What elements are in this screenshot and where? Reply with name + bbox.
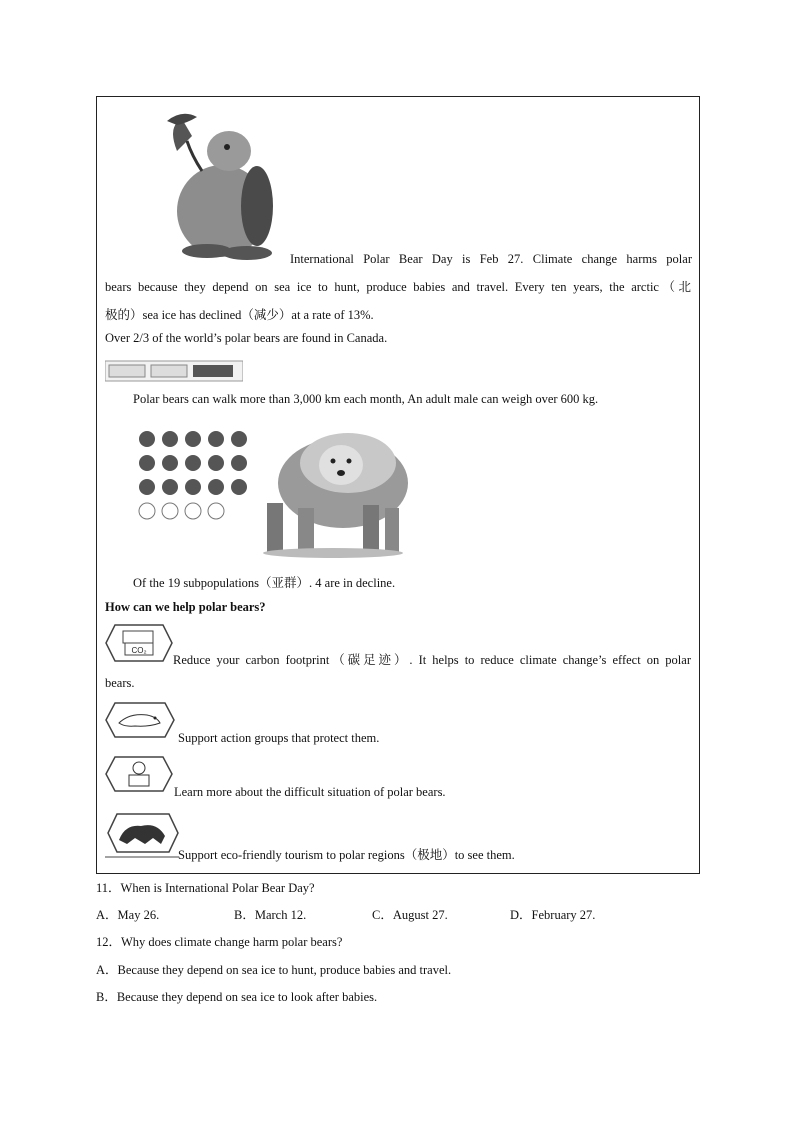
question-11-stem: 11．When is International Polar Bear Day? [96,881,315,895]
subpopulation-paw-grid [137,427,257,527]
passage-line-2: bears because they depend on sea ice to hunt, produce babies and travel. Every ten years, the arctic（北 [105,280,691,294]
tourism-icon [105,812,179,858]
reading-person-icon [105,755,173,793]
tip-2: Support action groups that protect them. [178,731,380,745]
co2-icon [105,623,173,663]
cartoon-bear-illustration [147,111,297,261]
passage-line-3: 极的）sea ice has declined（减少）at a rate of 13%. [105,308,374,322]
question-12-option-a[interactable]: A．Because they depend on sea ice to hunt, produce babies and travel. [96,963,452,977]
passage-line-6: Of the 19 subpopulations（亚群）. 4 are in decline. [133,576,396,590]
question-11-option-a[interactable]: A．May 26. [96,908,160,922]
polar-bear-group-icon [105,701,175,739]
question-11-option-c[interactable]: C．August 27. [372,908,448,922]
tip-1-line-1: Reduce your carbon footprint（碳足迹）. It helps to reduce climate change’s effect on polar [173,653,691,667]
question-12-stem: 12．Why does climate change harm polar bears? [96,935,343,949]
tip-3: Learn more about the difficult situation of polar bears. [174,785,446,799]
co2-icon-label: CO₂ [131,646,147,655]
question-11-option-b[interactable]: B．March 12. [234,908,307,922]
passage-line-4: Over 2/3 of the world’s polar bears are found in Canada. [105,331,388,345]
tip-4: Support eco-friendly tourism to polar regions（极地）to see them. [178,848,515,862]
question-11-option-d[interactable]: D．February 27. [510,908,596,922]
passage-line-1: International Polar Bear Day is Feb 27. Climate change harms polar [290,252,692,266]
help-heading: How can we help polar bears? [105,600,266,614]
passage-line-5: Polar bears can walk more than 3,000 km each month, An adult male can weigh over 600 kg. [133,392,599,406]
polar-bear-photo [253,413,413,559]
bear-strip-icon [105,359,243,383]
reading-passage-box [96,96,700,874]
question-12-option-b[interactable]: B．Because they depend on sea ice to look after babies. [96,990,378,1004]
tip-1-line-2: bears. [105,676,135,690]
